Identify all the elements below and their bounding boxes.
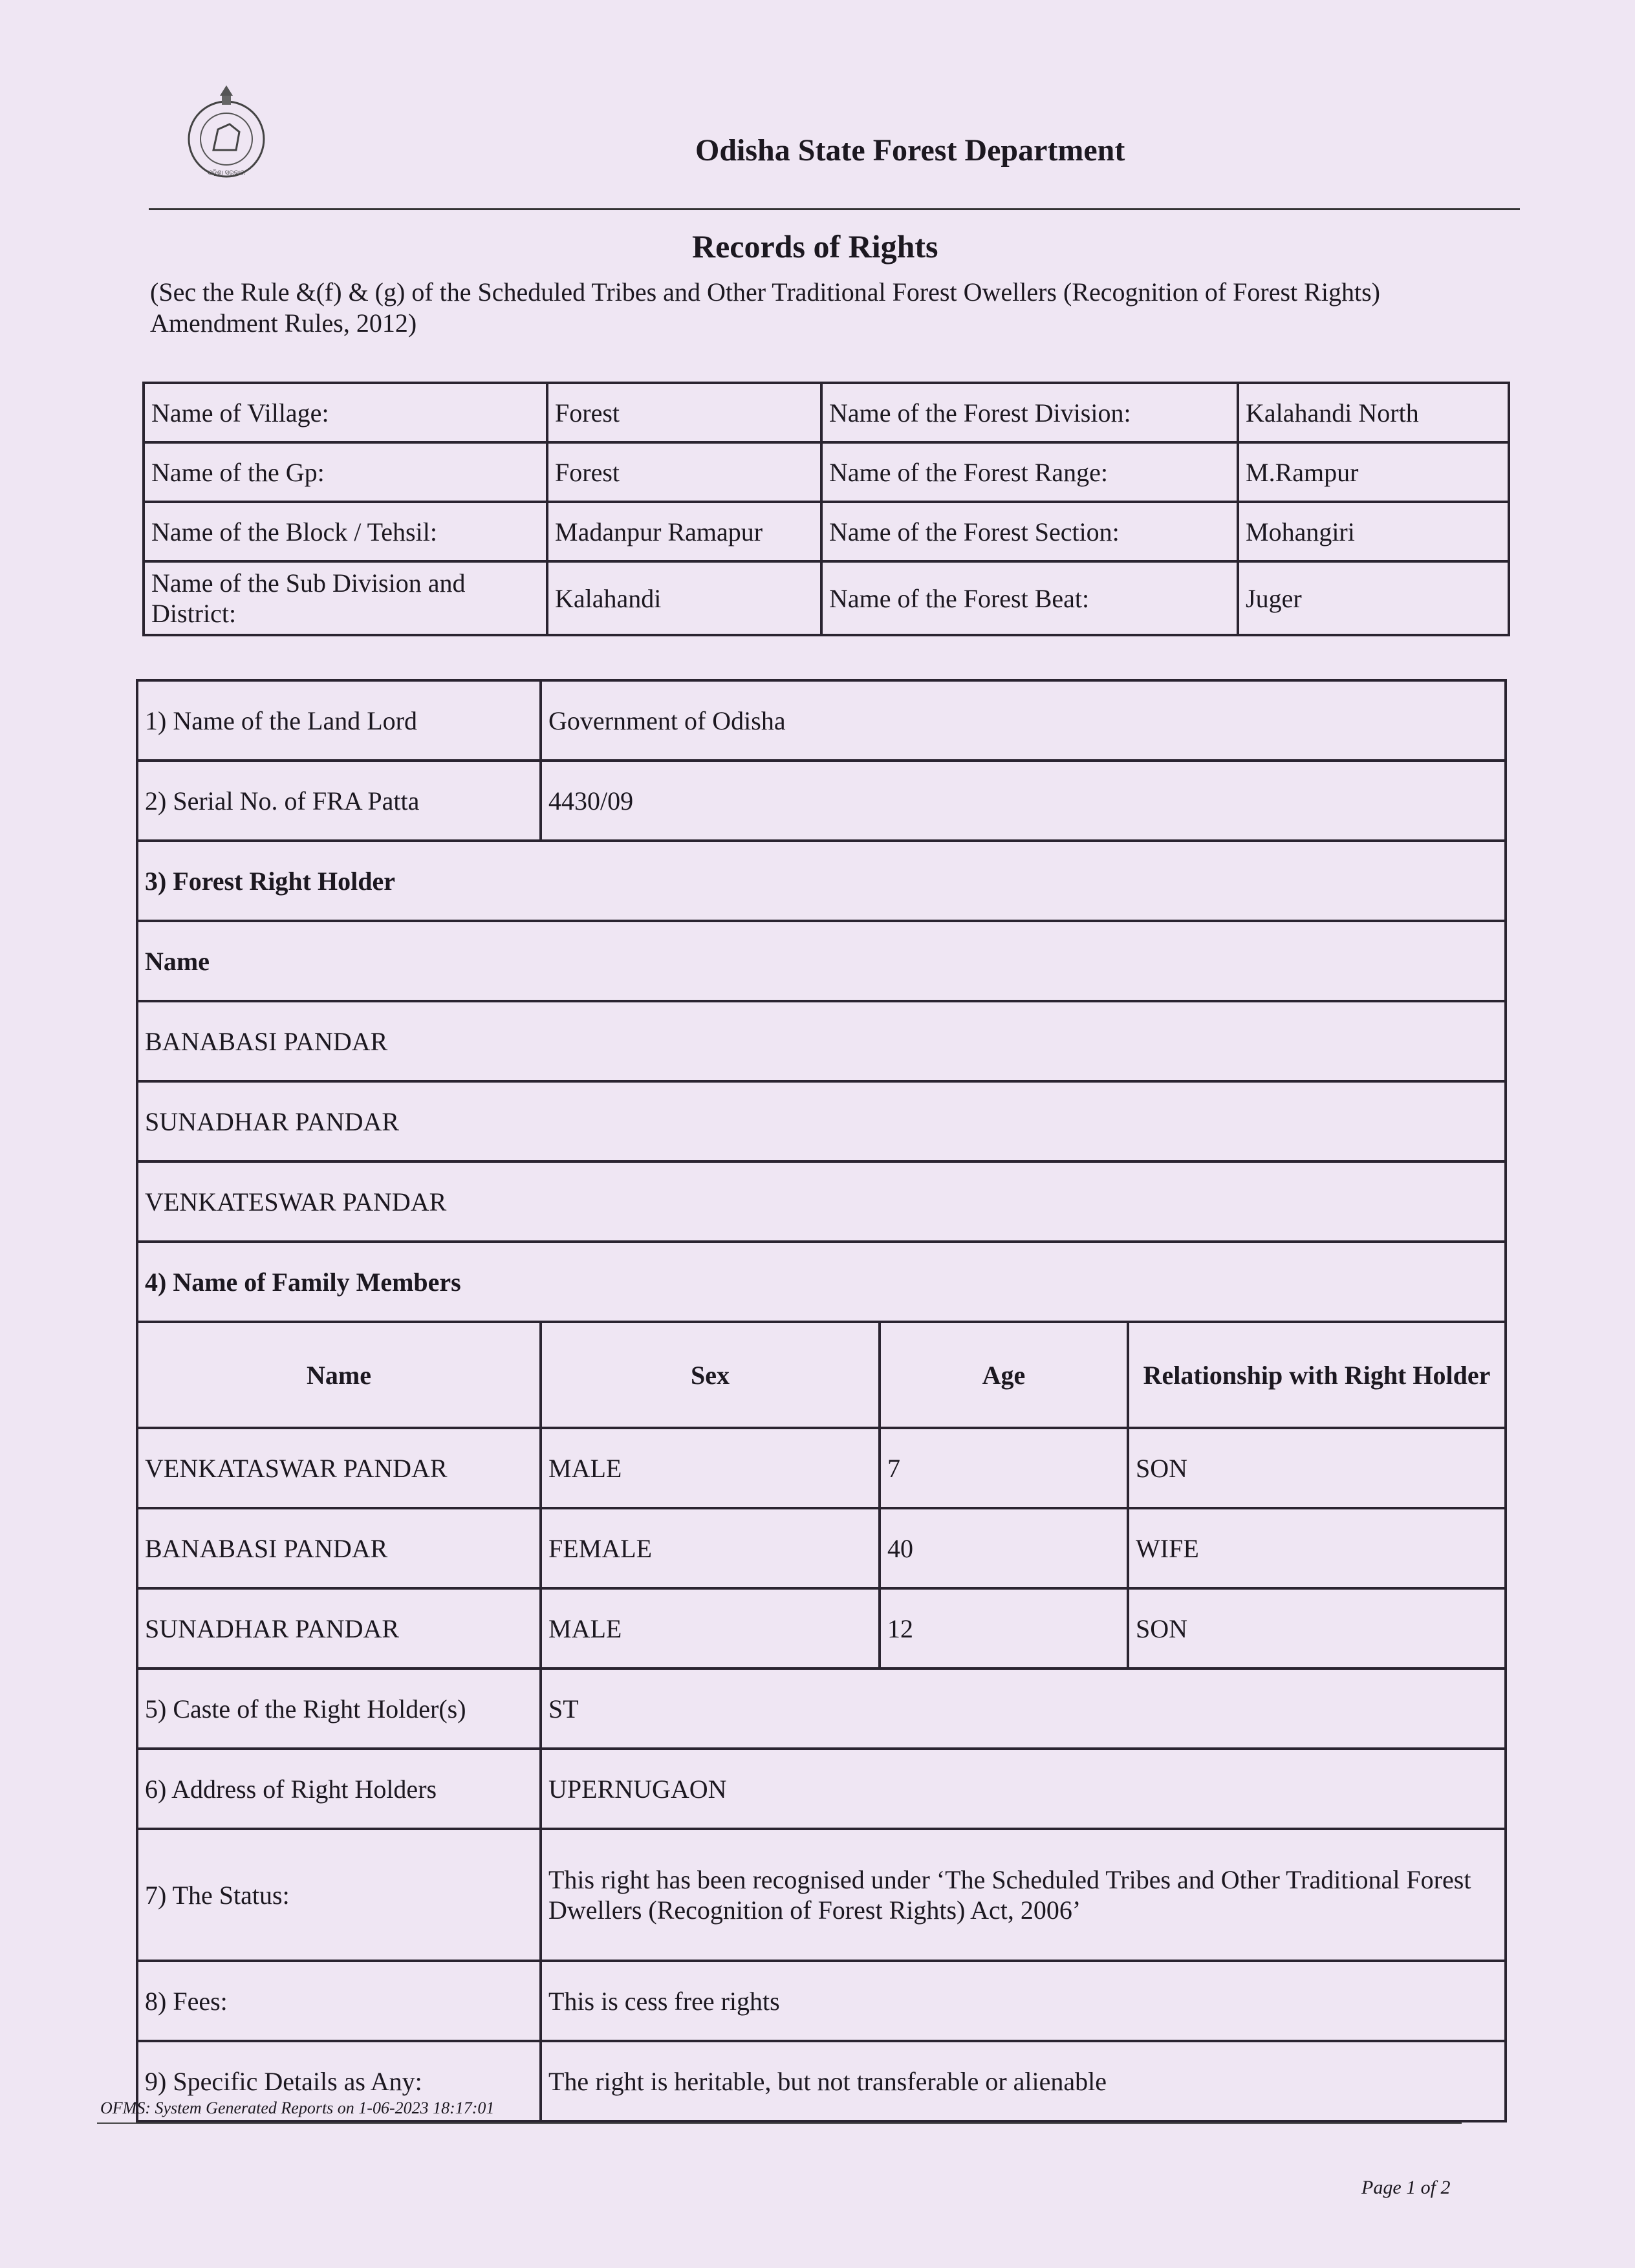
section-label: Name of the Forest Section: [821, 502, 1238, 561]
beat-label: Name of the Forest Beat: [821, 561, 1238, 635]
block-label: Name of the Block / Tehsil: [144, 502, 547, 561]
subdivision-value: Kalahandi [547, 561, 821, 635]
family-col-relationship: Relationship with Right Holder [1128, 1322, 1506, 1428]
family-name: VENKATASWAR PANDAR [137, 1428, 541, 1508]
table-row [137, 921, 1506, 1001]
holder-name: VENKATESWAR PANDAR [137, 1161, 1506, 1242]
page-number: Page 1 of 2 [1361, 2177, 1451, 2198]
family-sex: FEMALE [541, 1508, 880, 1588]
holder-name: BANABASI PANDAR [137, 1001, 1506, 1081]
serial-label: 2) Serial No. of FRA Patta [137, 761, 541, 841]
status-label: 7) The Status: [137, 1829, 541, 1961]
table-row [144, 502, 1509, 561]
table-row [137, 1161, 1506, 1242]
family-name: BANABASI PANDAR [137, 1508, 541, 1588]
block-value: Madanpur Ramapur [547, 502, 821, 561]
family-heading: 4) Name of Family Members [137, 1242, 1506, 1322]
rights-record-table [136, 679, 1507, 2122]
caste-value: ST [541, 1669, 1506, 1749]
address-label: 6) Address of Right Holders [137, 1749, 541, 1829]
table-row [144, 561, 1509, 635]
odisha-emblem-icon [184, 78, 268, 188]
family-age: 12 [880, 1588, 1128, 1669]
range-label: Name of the Forest Range: [821, 442, 1238, 502]
family-col-age: Age [880, 1322, 1128, 1428]
subdivision-label: Name of the Sub Division and District: [144, 561, 547, 635]
generated-note: OFMS: System Generated Reports on 1-06-2023 18:17:01 [100, 2099, 495, 2117]
table-row [137, 1242, 1506, 1322]
village-label: Name of Village: [144, 383, 547, 442]
family-header-row [137, 1322, 1506, 1428]
specific-value: The right is heritable, but not transferable or alienable [541, 2041, 1506, 2121]
holder-heading: 3) Forest Right Holder [137, 841, 1506, 921]
village-value: Forest [547, 383, 821, 442]
header-divider [149, 208, 1520, 210]
beat-value: Juger [1238, 561, 1509, 635]
landlord-label: 1) Name of the Land Lord [137, 680, 541, 761]
gp-value: Forest [547, 442, 821, 502]
table-row [137, 1001, 1506, 1081]
table-row [137, 680, 1506, 761]
holder-name: SUNADHAR PANDAR [137, 1081, 1506, 1161]
range-value: M.Rampur [1238, 442, 1509, 502]
status-value: This right has been recognised under ‘The Scheduled Tribes and Other Traditional Forest Dwellers (Recognition of Forest Rights) Act, 2006’ [541, 1829, 1506, 1961]
table-row [137, 1961, 1506, 2041]
location-table [142, 382, 1510, 636]
division-value: Kalahandi North [1238, 383, 1509, 442]
table-row [137, 1829, 1506, 1961]
division-label: Name of the Forest Division: [821, 383, 1238, 442]
svg-text:ଓଡ଼ିଶା ସରକାର: ଓଡ଼ିଶା ସରକାର [208, 169, 245, 177]
serial-value: 4430/09 [541, 761, 1506, 841]
address-value: UPERNUGAON [541, 1749, 1506, 1829]
specific-label: 9) Specific Details as Any: [137, 2041, 541, 2121]
table-row [137, 1669, 1506, 1749]
family-col-sex: Sex [541, 1322, 880, 1428]
document-title: Records of Rights [692, 228, 938, 265]
table-row [144, 383, 1509, 442]
family-age: 40 [880, 1508, 1128, 1588]
fees-label: 8) Fees: [137, 1961, 541, 2041]
landlord-value: Government of Odisha [541, 680, 1506, 761]
table-row [137, 1428, 1506, 1508]
table-row [137, 1749, 1506, 1829]
family-age: 7 [880, 1428, 1128, 1508]
table-row [137, 1081, 1506, 1161]
table-row [137, 1508, 1506, 1588]
family-sex: MALE [541, 1588, 880, 1669]
family-relation: WIFE [1128, 1508, 1506, 1588]
section-value: Mohangiri [1238, 502, 1509, 561]
family-relation: SON [1128, 1428, 1506, 1508]
gp-label: Name of the Gp: [144, 442, 547, 502]
document-subtitle: (Sec the Rule &(f) & (g) of the Scheduled Tribes and Other Traditional Forest Owellers (Recognition of Forest Rights) Amendment Rules, 2012) [150, 277, 1380, 338]
holder-name-heading: Name [137, 921, 1506, 1001]
table-row [137, 1588, 1506, 1669]
caste-label: 5) Caste of the Right Holder(s) [137, 1669, 541, 1749]
family-sex: MALE [541, 1428, 880, 1508]
department-name: Odisha State Forest Department [695, 133, 1125, 167]
footer-divider [97, 2122, 1462, 2124]
table-row [137, 761, 1506, 841]
fees-value: This is cess free rights [541, 1961, 1506, 2041]
family-relation: SON [1128, 1588, 1506, 1669]
family-col-name: Name [137, 1322, 541, 1428]
family-name: SUNADHAR PANDAR [137, 1588, 541, 1669]
table-row [144, 442, 1509, 502]
table-row [137, 841, 1506, 921]
